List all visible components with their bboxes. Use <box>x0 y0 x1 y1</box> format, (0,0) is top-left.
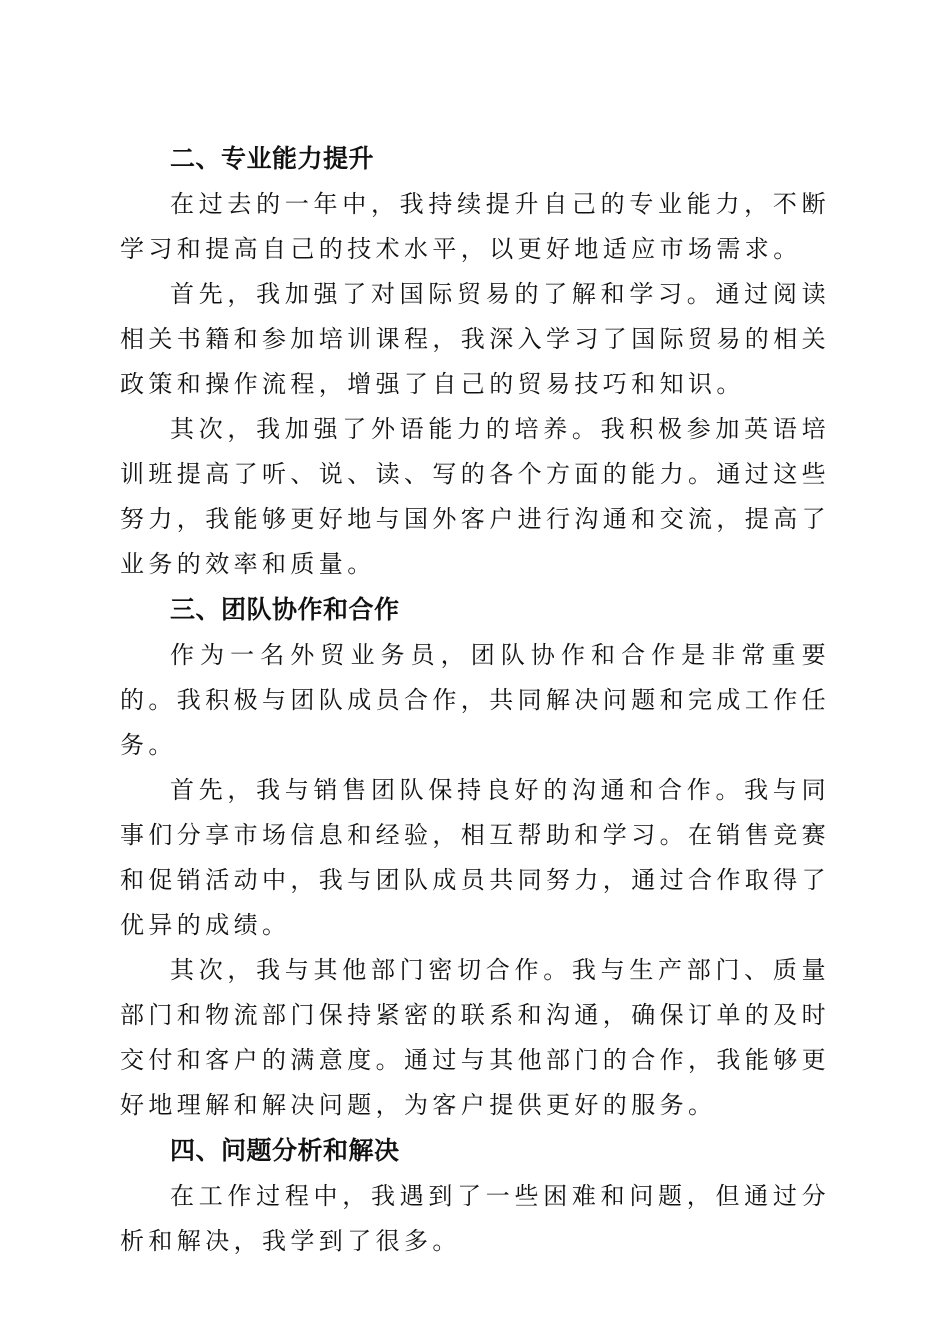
section-professional-skills <box>120 136 830 587</box>
paragraph: 在过去的一年中，我持续提升自己的专业能力，不断学习和提高自己的技术水平，以更好地适应市场需求。 <box>120 190 830 263</box>
paragraph: 其次，我与其他部门密切合作。我与生产部门、质量部门和物流部门保持紧密的联系和沟通，确保订单的及时交付和客户的满意度。通过与其他部门的合作，我能够更好地理解和解决问题，为客户提供更好的服务。 <box>120 956 830 1119</box>
section-heading: 三、团队协作和合作 <box>170 595 400 624</box>
section-teamwork <box>120 587 830 1128</box>
section-heading: 二、专业能力提升 <box>170 144 375 173</box>
section-problem-solving <box>120 1128 830 1264</box>
section-heading: 四、问题分析和解决 <box>170 1136 400 1165</box>
document-body <box>120 136 830 1264</box>
paragraph: 作为一名外贸业务员，团队协作和合作是非常重要的。我积极与团队成员合作，共同解决问题和完成工作任务。 <box>120 641 830 759</box>
paragraph: 其次，我加强了外语能力的培养。我积极参加英语培训班提高了听、说、读、写的各个方面的能力。通过这些努力，我能够更好地与国外客户进行沟通和交流，提高了业务的效率和质量。 <box>120 415 830 578</box>
paragraph: 首先，我与销售团队保持良好的沟通和合作。我与同事们分享市场信息和经验，相互帮助和学习。在销售竞赛和促销活动中，我与团队成员共同努力，通过合作取得了优异的成绩。 <box>120 776 830 939</box>
paragraph: 在工作过程中，我遇到了一些困难和问题，但通过分析和解决，我学到了很多。 <box>120 1182 830 1255</box>
paragraph: 首先，我加强了对国际贸易的了解和学习。通过阅读相关书籍和参加培训课程，我深入学习了国际贸易的相关政策和操作流程，增强了自己的贸易技巧和知识。 <box>120 280 830 398</box>
